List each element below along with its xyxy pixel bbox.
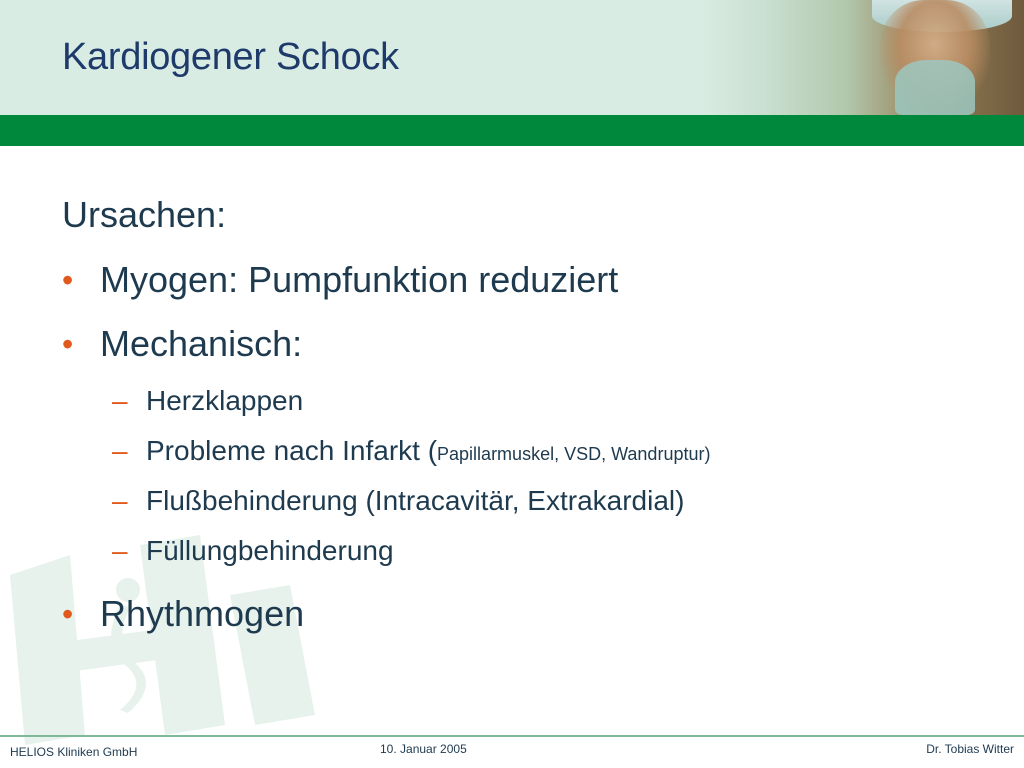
sub-item-flussbehinderung (62, 476, 982, 526)
header-band (0, 0, 1024, 115)
dash-icon: – (112, 535, 128, 566)
footer-date: 10. Januar 2005 (380, 742, 467, 756)
sub-item-text: Füllungbehinderung (146, 535, 394, 566)
section-heading: Ursachen: (62, 194, 227, 235)
footer-company: HELIOS Kliniken GmbH (10, 745, 138, 759)
bullet-text: Rhythmogen (100, 593, 305, 634)
bullet-item-rhythmogen (62, 582, 982, 646)
slide-title: Kardiogener Schock (62, 36, 399, 78)
bullet-text: Mechanisch: (100, 323, 303, 364)
slide-footer (0, 742, 1024, 762)
sub-item-text: Probleme nach Infarkt ( (146, 435, 438, 466)
bullet-item-myogen (62, 248, 982, 312)
bullet-icon: • (62, 326, 74, 362)
footer-author: Dr. Tobias Witter (926, 742, 1014, 756)
sub-item-herzklappen (62, 376, 982, 426)
slide-body (62, 190, 982, 646)
sub-item-fuellungbehinderung (62, 526, 982, 576)
bullet-item-mechanisch (62, 312, 982, 376)
green-divider-bar (0, 115, 1024, 146)
sub-item-text: Herzklappen (146, 385, 304, 416)
footer-divider (0, 735, 1024, 737)
dash-icon: – (112, 385, 128, 416)
sub-item-text: Flußbehinderung (Intracavitär, Extrakardial) (146, 485, 685, 516)
sub-item-detail: Papillarmuskel, VSD, Wandruptur) (437, 444, 711, 464)
sub-item-infarkt (62, 426, 982, 476)
surgeon-mask-shape (895, 60, 975, 115)
dash-icon: – (112, 485, 128, 516)
bullet-icon: • (62, 262, 74, 298)
bullet-text: Myogen: Pumpfunktion reduziert (100, 259, 619, 300)
bullet-icon: • (62, 596, 74, 632)
dash-icon: – (112, 435, 128, 466)
